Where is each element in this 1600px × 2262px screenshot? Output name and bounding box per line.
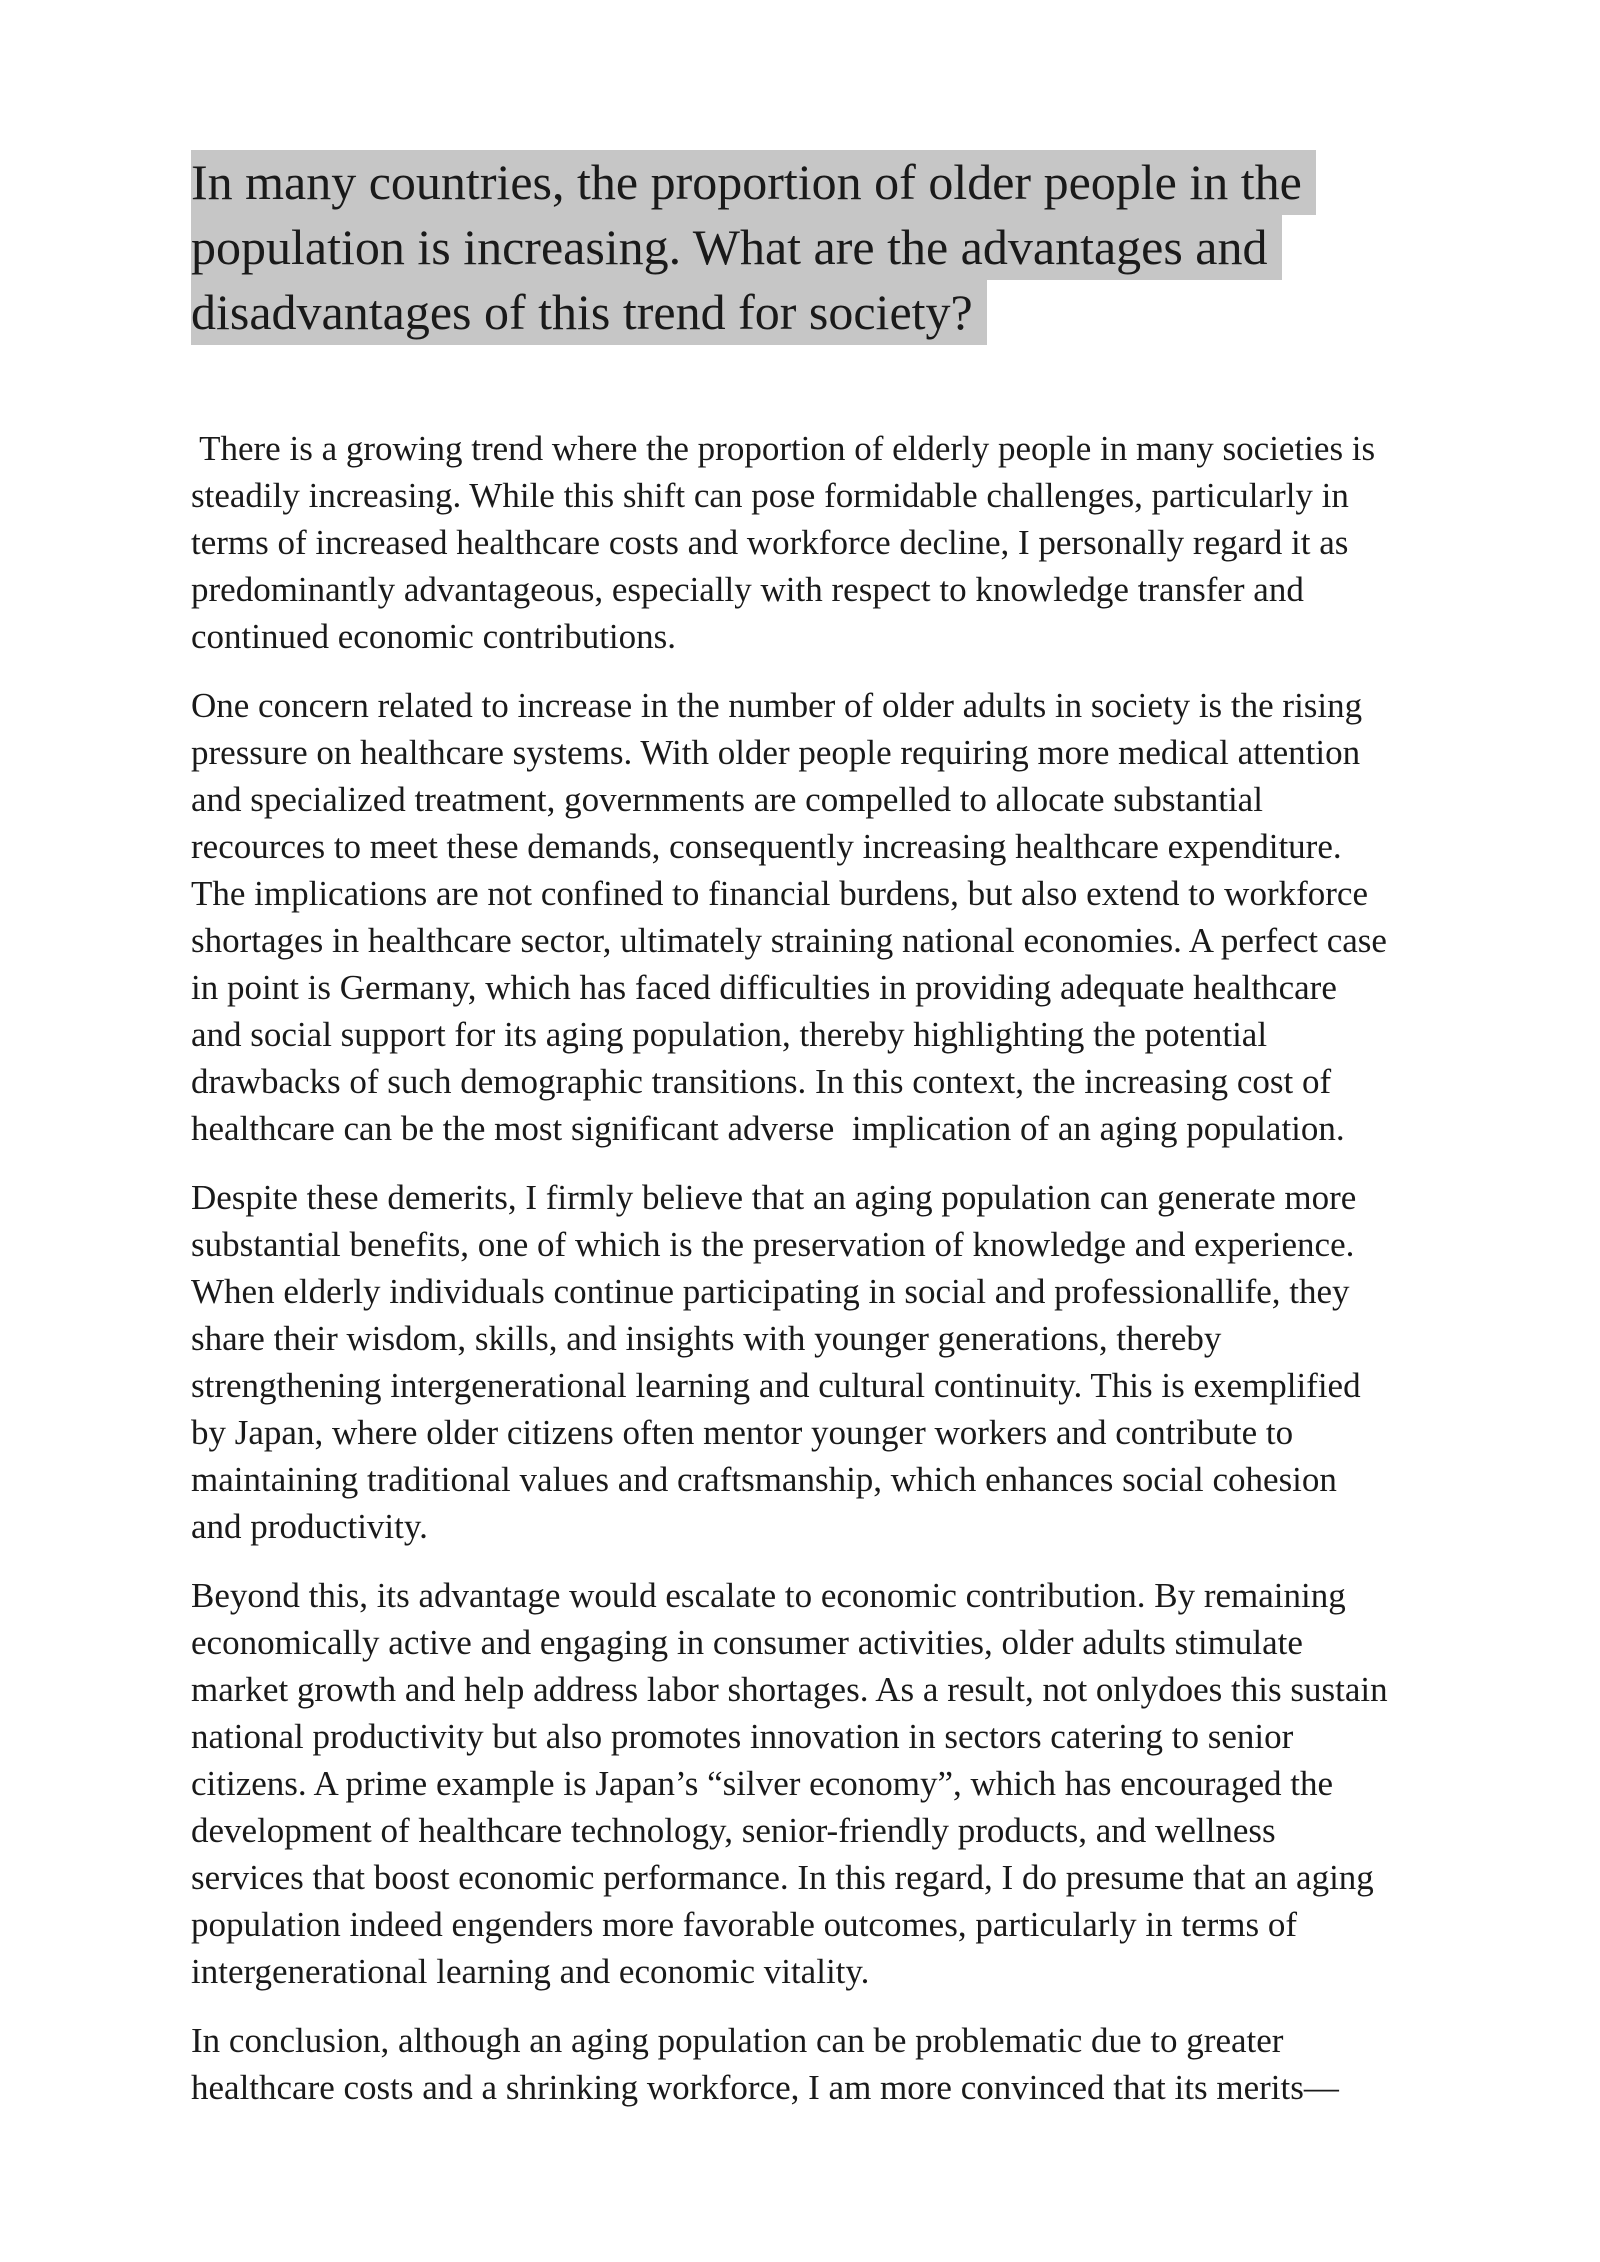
text-line: and specialized treatment, governments are compelled to allocate substantial	[191, 780, 1263, 819]
text-line: predominantly advantageous, especially with respect to knowledge transfer and	[191, 570, 1304, 609]
text-line: healthcare can be the most significant adverse implication of an aging population.	[191, 1109, 1345, 1148]
text-line: development of healthcare technology, senior-friendly products, and wellness	[191, 1811, 1276, 1850]
text-line: in point is Germany, which has faced difficulties in providing adequate healthcare	[191, 968, 1337, 1007]
text-line: drawbacks of such demographic transitions. In this context, the increasing cost of	[191, 1062, 1332, 1101]
text-line: shortages in healthcare sector, ultimately straining national economies. A perfect case	[191, 921, 1387, 960]
text-line: Beyond this, its advantage would escalate to economic contribution. By remaining	[191, 1576, 1346, 1615]
text-line: market growth and help address labor shortages. As a result, not onlydoes this sustain	[191, 1670, 1388, 1709]
introduction-paragraph	[191, 425, 1501, 660]
heading-line: population is increasing. What are the advantages and	[191, 215, 1282, 280]
essay-body	[191, 425, 1511, 2111]
text-line: In conclusion, although an aging population can be problematic due to greater	[191, 2021, 1284, 2060]
text-line: Despite these demerits, I firmly believe that an aging population can generate more	[191, 1178, 1357, 1217]
text-line: The implications are not confined to financial burdens, but also extend to workforce	[191, 874, 1368, 913]
text-line: terms of increased healthcare costs and workforce decline, I personally regard it as	[191, 523, 1349, 562]
text-line: recources to meet these demands, consequently increasing healthcare expenditure.	[191, 827, 1342, 866]
text-line: services that boost economic performance. In this regard, I do presume that an aging	[191, 1858, 1374, 1897]
text-line: and social support for its aging population, thereby highlighting the potential	[191, 1015, 1268, 1054]
text-line: population indeed engenders more favorable outcomes, particularly in terms of	[191, 1905, 1298, 1944]
text-line: economically active and engaging in consumer activities, older adults stimulate	[191, 1623, 1303, 1662]
text-line: share their wisdom, skills, and insights with younger generations, thereby	[191, 1319, 1222, 1358]
text-line: pressure on healthcare systems. With older people requiring more medical attention	[191, 733, 1361, 772]
text-line: maintaining traditional values and craftsmanship, which enhances social cohesion	[191, 1460, 1337, 1499]
text-line: When elderly individuals continue participating in social and professionallife, they	[191, 1272, 1350, 1311]
text-line: strengthening intergenerational learning and cultural continuity. This is exemplified	[191, 1366, 1361, 1405]
disadvantage-paragraph	[191, 682, 1501, 1152]
text-line: substantial benefits, one of which is the preservation of knowledge and experience.	[191, 1225, 1355, 1264]
heading-line: disadvantages of this trend for society?	[191, 280, 987, 345]
text-line: continued economic contributions.	[191, 617, 677, 656]
text-line: There is a growing trend where the proportion of elderly people in many societies is	[191, 429, 1376, 468]
document-content	[191, 150, 1511, 2133]
text-line: healthcare costs and a shrinking workforce, I am more convinced that its merits—	[191, 2068, 1339, 2107]
text-line: One concern related to increase in the number of older adults in society is the rising	[191, 686, 1363, 725]
advantage-economy-paragraph	[191, 1572, 1501, 1995]
text-line: citizens. A prime example is Japan’s “silver economy”, which has encouraged the	[191, 1764, 1333, 1803]
text-line: by Japan, where older citizens often mentor younger workers and contribute to	[191, 1413, 1294, 1452]
text-line: steadily increasing. While this shift can pose formidable challenges, particularly in	[191, 476, 1349, 515]
heading-line: In many countries, the proportion of older people in the	[191, 150, 1316, 215]
conclusion-paragraph	[191, 2017, 1501, 2111]
text-line: intergenerational learning and economic vitality.	[191, 1952, 870, 1991]
essay-question-heading	[191, 150, 1451, 345]
text-line: national productivity but also promotes innovation in sectors catering to senior	[191, 1717, 1294, 1756]
advantage-knowledge-paragraph	[191, 1174, 1501, 1550]
text-line: and productivity.	[191, 1507, 428, 1546]
